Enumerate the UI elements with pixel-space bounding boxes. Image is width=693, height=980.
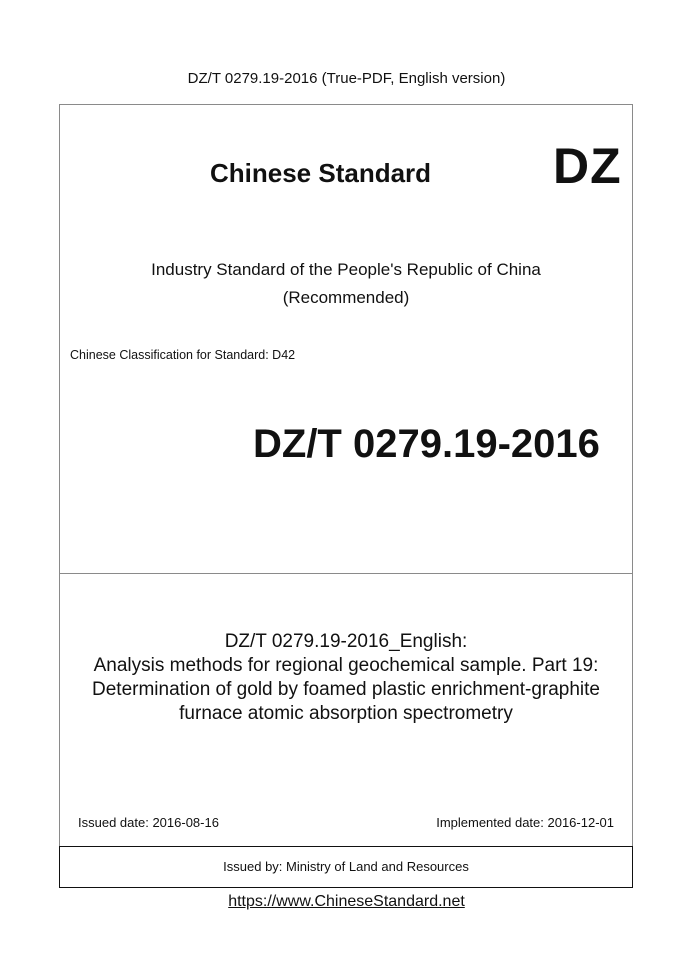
industry-standard-line: Industry Standard of the People's Republic of China: [151, 260, 541, 279]
standard-number: DZ/T 0279.19-2016: [253, 422, 600, 466]
recommended-label: (Recommended): [282, 288, 410, 307]
title-line: Analysis methods for regional geochemical sample. Part 19:: [93, 655, 599, 676]
implemented-date: Implemented date: 2016-12-01: [436, 815, 614, 830]
issued-date: Issued date: 2016-08-16: [78, 815, 219, 830]
title-line: Determination of gold by foamed plastic enrichment-graphite: [92, 679, 600, 700]
issued-by: Issued by: Ministry of Land and Resources: [223, 859, 469, 874]
title-line: furnace atomic absorption spectrometry: [179, 703, 513, 724]
title-line: DZ/T 0279.19-2016_English:: [224, 631, 468, 652]
website-link[interactable]: https://www.ChineseStandard.net: [228, 893, 465, 910]
document-title: [59, 630, 633, 726]
brand-title: Chinese Standard: [210, 158, 432, 188]
classification-label: Chinese Classification for Standard: D42: [70, 348, 296, 362]
brand-code: DZ: [553, 138, 622, 194]
document-header: DZ/T 0279.19-2016 (True-PDF, English version): [187, 70, 506, 87]
